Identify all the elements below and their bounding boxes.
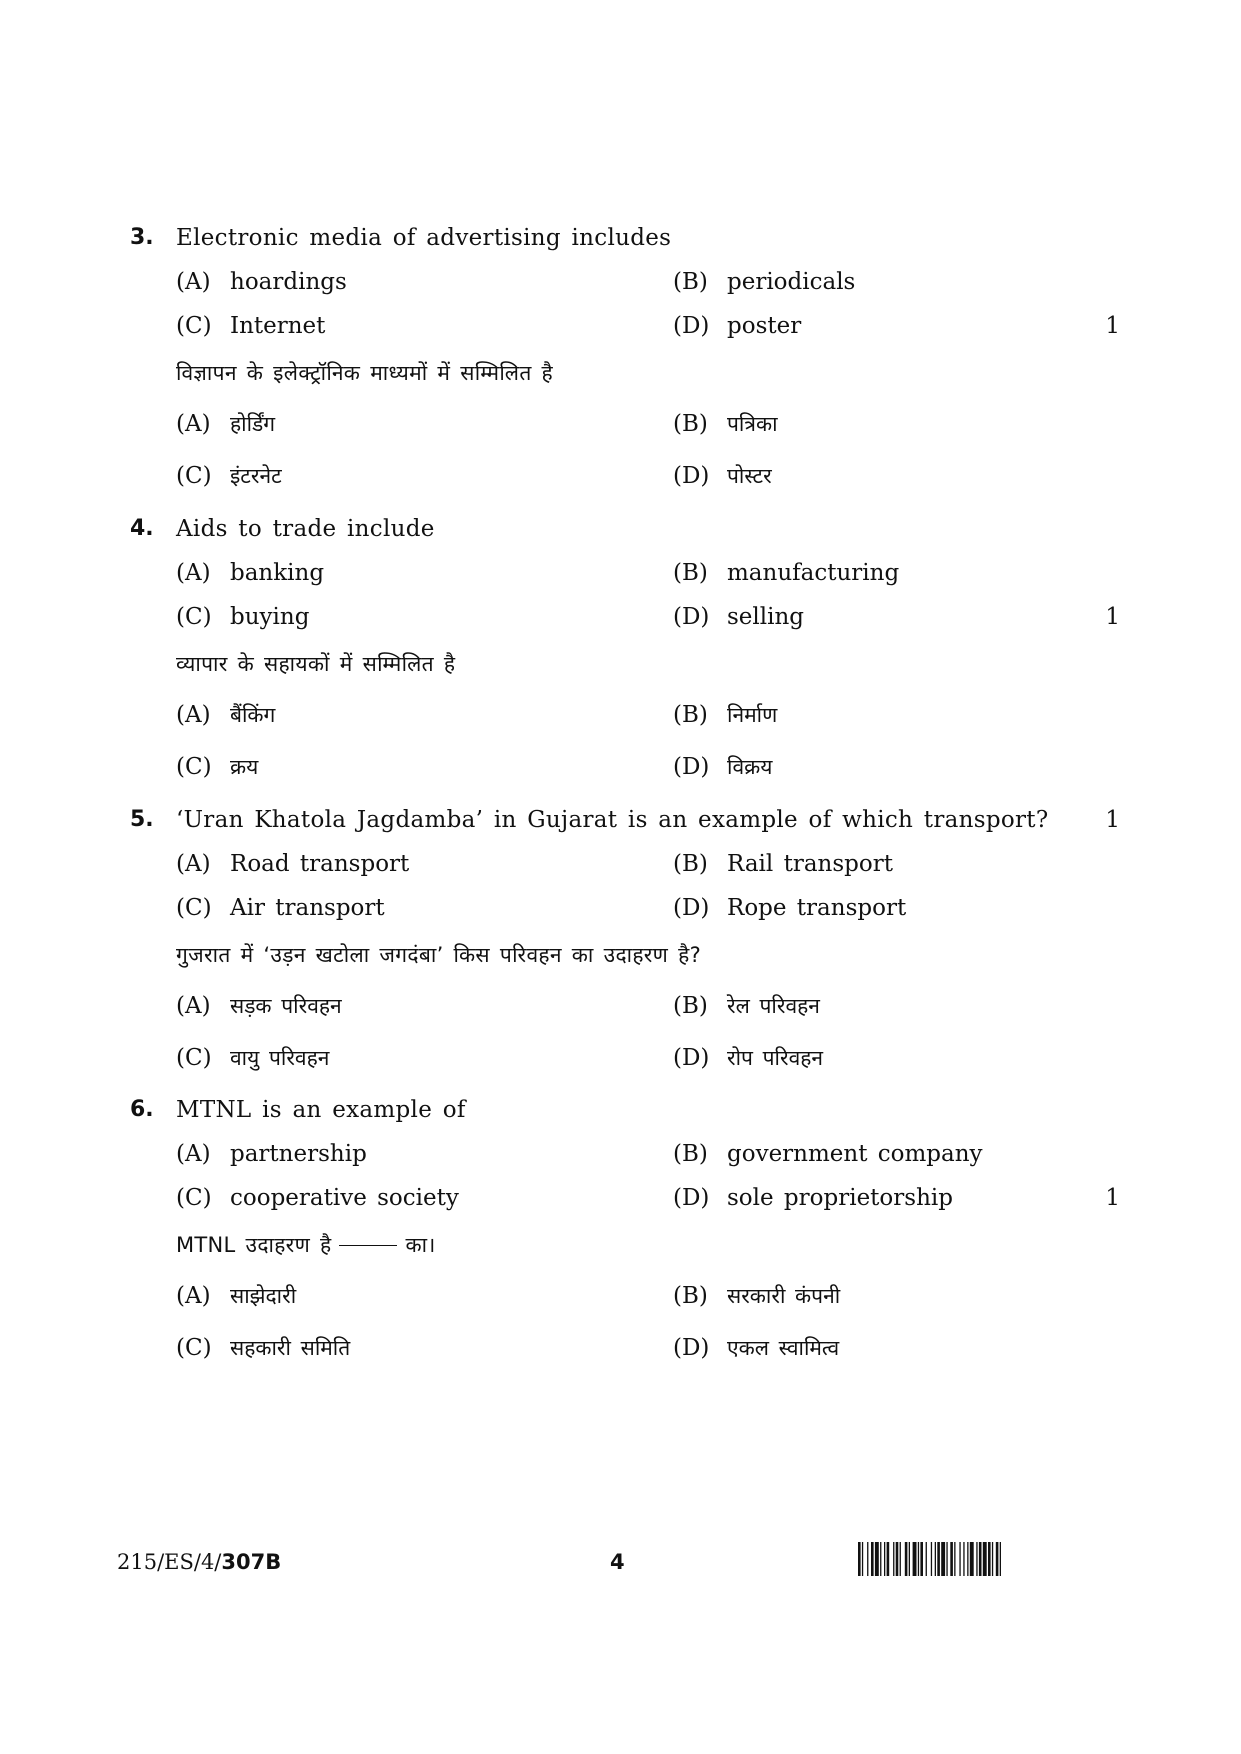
hindi-option-c: (C) वायु परिवहन [176,1045,330,1071]
option-a: (A) partnership [176,1141,367,1167]
hindi-option-b: (B) निर्माण [673,702,778,728]
option-d: (D) sole proprietorship [673,1185,953,1211]
hindi-option-c: (C) क्रय [176,754,259,780]
question-number: 4. [130,516,154,541]
page-number: 4 [610,1550,625,1574]
hindi-option-b: (B) रेल परिवहन [673,993,820,1019]
question-text: ‘Uran Khatola Jagdamba’ in Gujarat is an example of which transport? [176,807,1049,833]
hindi-option-a: (A) सड़क परिवहन [176,993,342,1019]
option-b: (B) periodicals [673,269,856,295]
hindi-option-c: (C) सहकारी समिति [176,1335,351,1361]
question-text: Electronic media of advertising includes [176,225,672,251]
question-text: Aids to trade include [176,516,435,542]
option-b: (B) manufacturing [673,560,900,586]
option-b: (B) Rail transport [673,851,893,877]
option-c: (C) cooperative society [176,1185,459,1211]
hindi-option-a: (A) होर्डिंग [176,411,276,437]
question-number: 3. [130,225,154,250]
question-6 [130,1088,1120,1374]
hindi-option-c: (C) इंटरनेट [176,463,282,489]
option-c: (C) buying [176,604,310,630]
barcode-icon [858,1542,1118,1576]
hindi-option-d: (D) रोप परिवहन [673,1045,824,1071]
option-d: (D) Rope transport [673,895,907,921]
question-text-hindi: गुजरात में ‘उड़न खटोला जगदंबा’ किस परिवहन का उदाहरण है? [176,943,702,967]
option-d: (D) selling [673,604,805,630]
question-3 [130,216,1120,502]
paper-code: 215/ES/4/307B [117,1550,282,1574]
question-marks: 1 [1105,807,1120,833]
answer-blank [339,1245,397,1246]
question-text-hindi: MTNL उदाहरण है का। [176,1233,436,1257]
question-marks: 1 [1105,313,1120,339]
option-a: (A) Road transport [176,851,410,877]
option-b: (B) government company [673,1141,983,1167]
question-text: MTNL is an example of [176,1097,466,1123]
hindi-option-d: (D) विक्रय [673,754,773,780]
option-c: (C) Air transport [176,895,385,921]
option-a: (A) hoardings [176,269,347,295]
question-5 [130,798,1120,1084]
question-text-hindi: विज्ञापन के इलेक्ट्रॉनिक माध्यमों में सम्मिलित है [176,361,554,385]
hindi-option-b: (B) सरकारी कंपनी [673,1283,841,1309]
option-c: (C) Internet [176,313,326,339]
hindi-option-d: (D) पोस्टर [673,463,772,489]
page-footer [117,1542,1117,1582]
hindi-option-b: (B) पत्रिका [673,411,778,437]
question-marks: 1 [1105,604,1120,630]
question-text-hindi: व्यापार के सहायकों में सम्मिलित है [176,652,456,676]
question-number: 5. [130,807,154,832]
hindi-option-a: (A) साझेदारी [176,1283,297,1309]
question-marks: 1 [1105,1185,1120,1211]
option-a: (A) banking [176,560,325,586]
question-4 [130,507,1120,793]
option-d: (D) poster [673,313,802,339]
hindi-option-a: (A) बैंकिंग [176,702,276,728]
question-number: 6. [130,1097,154,1122]
hindi-option-d: (D) एकल स्वामित्व [673,1335,840,1361]
